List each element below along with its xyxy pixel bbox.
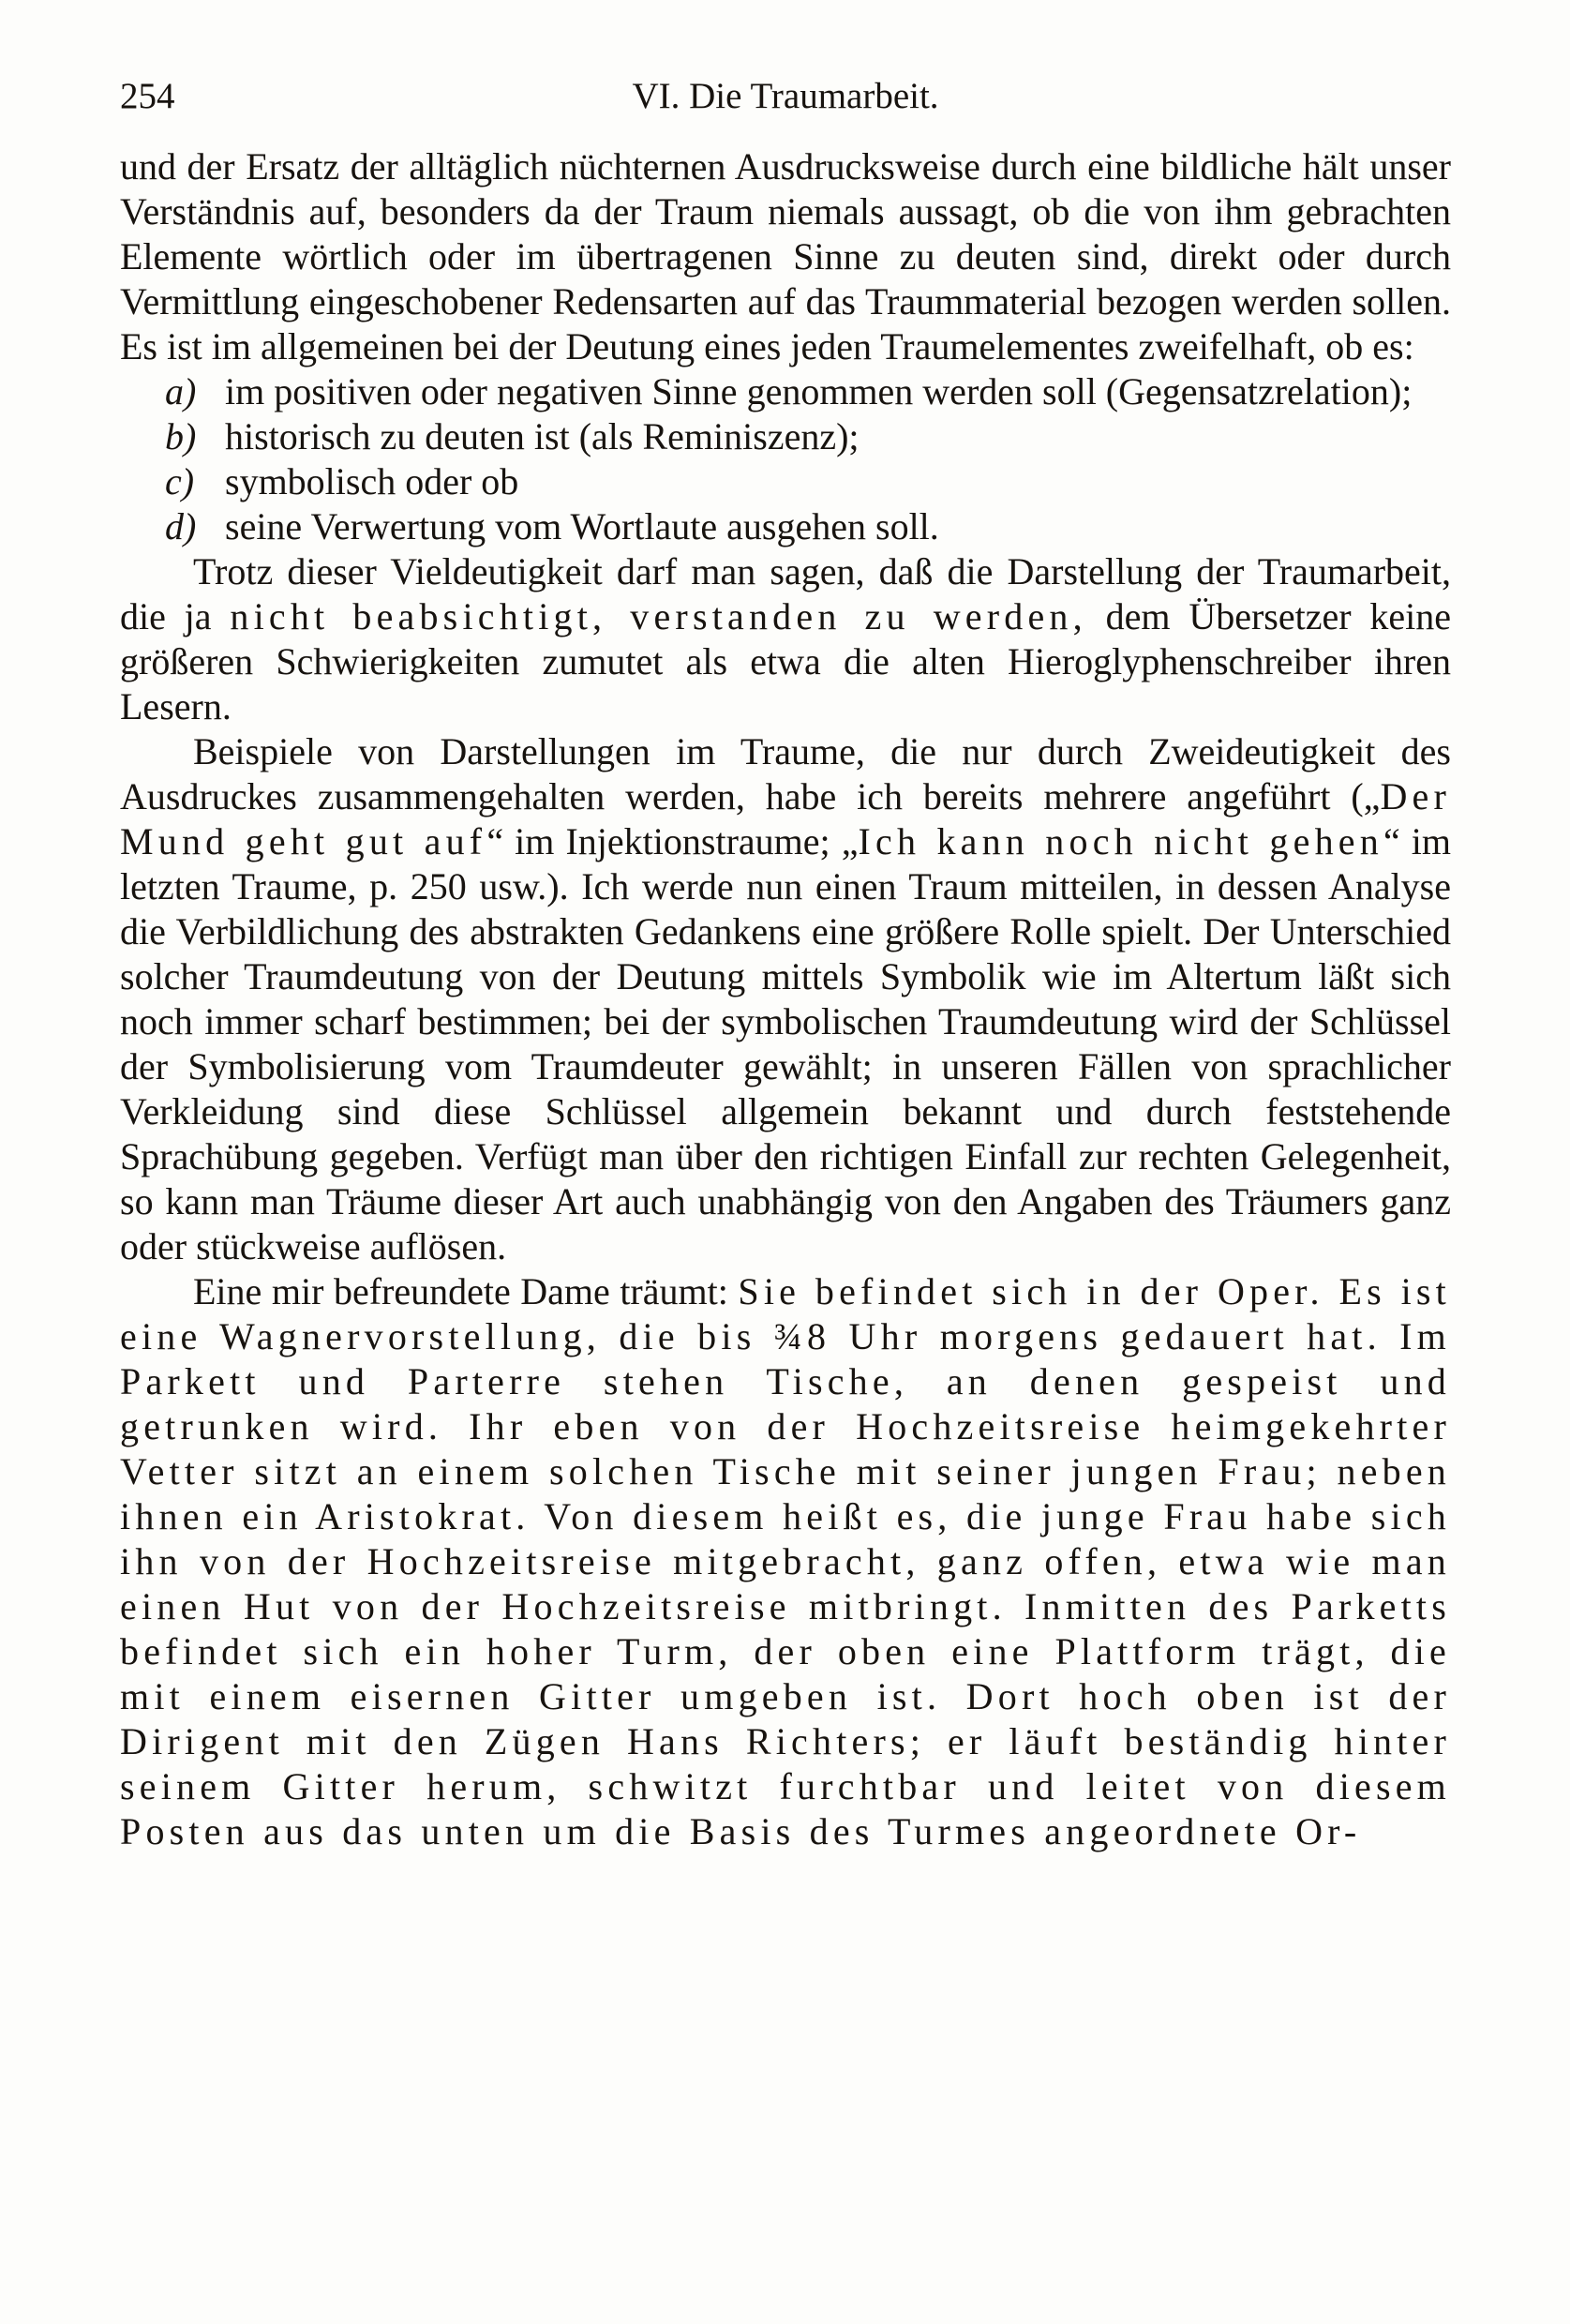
list-marker-d: d) bbox=[165, 505, 197, 547]
paragraph-text: dem Übersetzer keine größeren Schwierigkeiten zumutet als etwa die alten Hieroglyphenschreiber ihren Lesern. bbox=[120, 595, 1452, 727]
list-text-b: historisch zu deuten ist (als Reminiszenz); bbox=[225, 415, 860, 457]
emphasized-spaced-text: nicht beabsichtigt, verstanden zu werden, bbox=[230, 595, 1087, 637]
paragraph-continuation bbox=[120, 144, 1451, 369]
ambiguity-list bbox=[120, 369, 1451, 549]
list-item-b bbox=[165, 414, 1451, 459]
list-text-a: im positiven oder negativen Sinne genommen werden soll (Gegensatzrelation); bbox=[225, 370, 1413, 412]
list-item-c bbox=[165, 459, 1451, 504]
list-text-c: symbolisch oder ob bbox=[225, 460, 519, 502]
paragraph-text: Eine mir befreundete Dame träumt: bbox=[193, 1270, 739, 1312]
list-marker-a: a) bbox=[165, 370, 197, 412]
list-item-a bbox=[165, 369, 1451, 414]
list-item-d bbox=[165, 504, 1451, 549]
paragraph-beispiele bbox=[120, 729, 1451, 1269]
paragraph-text: Trotz dieser Vieldeutigkeit darf man sagen, daß die Darstellung der Traumarbeit, die ja bbox=[120, 550, 1451, 637]
page-number: 254 bbox=[120, 76, 175, 116]
running-head bbox=[120, 75, 1451, 118]
chapter-running-title: VI. Die Traumarbeit. bbox=[632, 76, 939, 116]
paragraph-text: Beispiele von Darstellungen im Traume, die nur durch Zweideutigkeit des Ausdruckes zusammengehalten werden, habe ich bereits mehrere angeführt („ bbox=[120, 730, 1451, 817]
paragraph-vieldeutigkeit bbox=[120, 549, 1451, 729]
paragraph-text: und der Ersatz der alltäglich nüchternen Ausdrucksweise durch eine bildliche hält unser Verständnis auf, besonders da der Traum niemals aussagt, ob die von ihm gebrachten Elemente wörtlich oder im übertragenen Sinne zu deuten sind, direkt oder durch Vermittlung eingeschobener Redensarten auf das Traummaterial bezogen werden sollen. Es ist im allgemeinen bei der Deutung eines jeden Traumelementes zweifelhaft, ob es: bbox=[120, 145, 1451, 367]
paragraph-text: “ im letzten Traume, p. 250 usw.). Ich werde nun einen Traum mitteilen, in dessen Analyse die Verbildlichung des abstrakten Gedankens eine größere Rolle spielt. Der Unterschied solcher Traumdeutung von der Deutung mittels Symbolik wie im Altertum läßt sich noch immer scharf bestimmen; bei der symbolischen Traumdeutung wird der Schlüssel der Symbolisierung vom Traumdeuter gewählt; in unseren Fällen von sprachlicher Verkleidung sind diese Schlüssel allgemein bekannt und durch feststehende Sprachübung gegeben. Verfügt man über den richtigen Einfall zur rechten Gelegenheit, so kann man Träume dieser Art auch unabhängig von den Angaben des Träumers ganz oder stückweise auflösen. bbox=[120, 820, 1452, 1267]
list-marker-b: b) bbox=[165, 415, 197, 457]
dream-text-spaced: Sie befindet sich in der Oper. Es ist eine Wagnervorstellung, die bis ¾8 Uhr morgens gedauert hat. Im Parkett und Parterre stehen Tische, an denen gespeist und getrunken wird. Ihr eben von der Hochzeitsreise heimgekehrter Vetter sitzt an einem solchen Tische mit seiner jungen Frau; neben ihnen ein Aristokrat. Von diesem heißt es, die junge Frau habe sich ihn von der Hochzeitsreise mitgebracht, ganz offen, etwa wie man einen Hut von der Hochzeitsreise mitbringt. Inmitten des Parketts befindet sich ein hoher Turm, der oben eine Plattform trägt, die mit einem eisernen Gitter umgeben ist. Dort hoch oben ist der Dirigent mit den Zügen Hans Richters; er läuft beständig hinter seinem Gitter herum, schwitzt furchtbar und leitet von diesem Posten aus das unten um die Basis des Turmes angeordnete Or- bbox=[120, 1270, 1451, 1852]
list-text-d: seine Verwertung vom Wortlaute ausgehen soll. bbox=[225, 505, 939, 547]
paragraph-text: “ im Injektionstraume; „ bbox=[486, 820, 859, 862]
dream-quote-spaced: Der Mund geht gut auf bbox=[120, 775, 1451, 862]
page-body bbox=[120, 144, 1451, 1854]
list-marker-c: c) bbox=[165, 460, 195, 502]
paragraph-dream-report bbox=[120, 1269, 1451, 1854]
dream-quote-spaced: Ich kann noch nicht gehen bbox=[858, 820, 1383, 862]
